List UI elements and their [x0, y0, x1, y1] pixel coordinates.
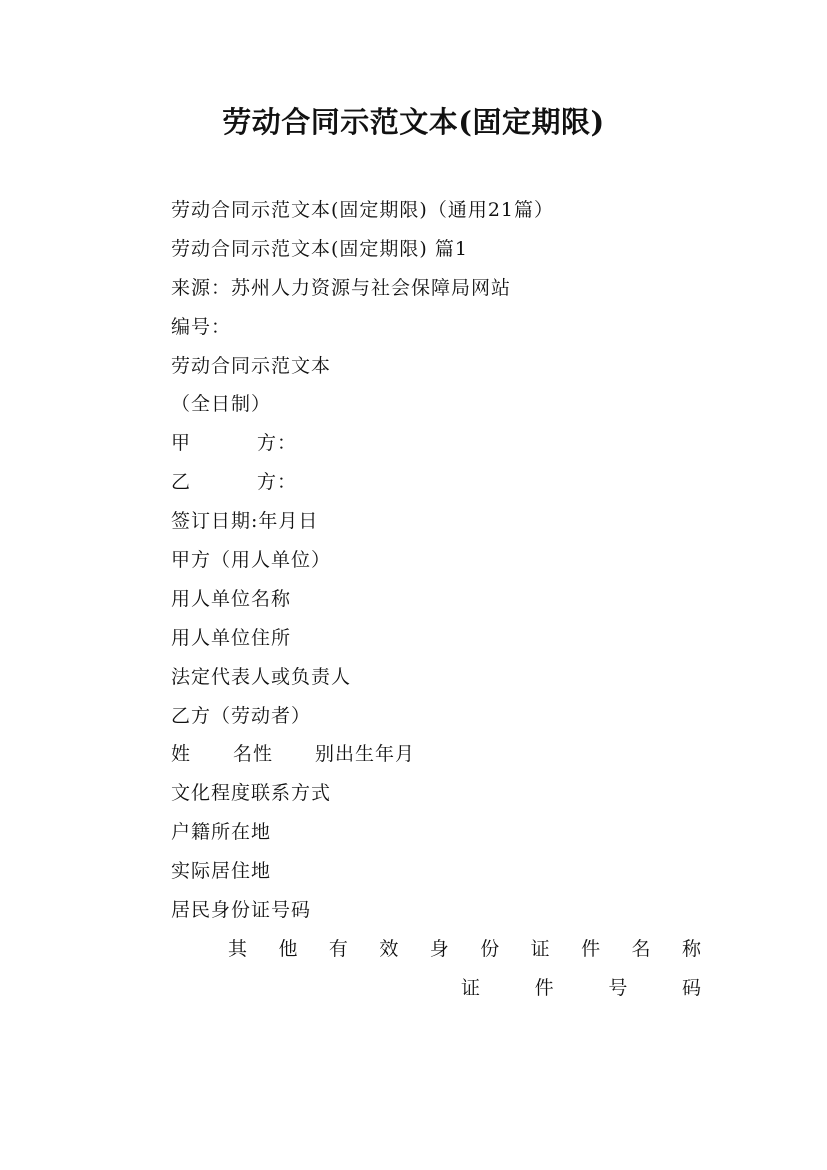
party-b-label: 方：	[257, 471, 298, 494]
other-id-char: 证	[530, 938, 550, 960]
id-number-char: 码	[681, 977, 701, 999]
line-employer-address: 用人单位住所	[171, 626, 292, 649]
gender-birth-label: 别出生年月	[315, 743, 416, 766]
other-id-char: 称	[681, 938, 701, 960]
line-education-contact: 文化程度联系方式	[171, 782, 332, 805]
party-a-char: 甲	[171, 432, 192, 455]
party-b-char: 乙	[171, 471, 192, 494]
name-gender-label: 名性	[233, 743, 274, 766]
line-employer-name: 用人单位名称	[171, 587, 292, 610]
line-other-id-number	[461, 969, 701, 1008]
id-number-char: 证	[461, 977, 481, 999]
other-id-char: 他	[278, 938, 298, 960]
party-a-label: 方：	[257, 432, 298, 455]
line-id-number: 居民身份证号码	[171, 899, 312, 922]
line-chapter-1: 劳动合同示范文本(固定期限) 篇1	[171, 237, 468, 260]
line-residence: 实际居住地	[171, 860, 272, 883]
line-sign-date: 签订日期:年月日	[171, 510, 319, 533]
line-household: 户籍所在地	[171, 821, 272, 844]
line-party-a	[171, 424, 711, 463]
other-id-char: 效	[379, 938, 399, 960]
line-source: 来源：苏州人力资源与社会保障局网站	[171, 276, 512, 299]
line-number: 编号：	[171, 315, 232, 338]
id-number-char: 件	[534, 977, 554, 999]
other-id-char: 件	[581, 938, 601, 960]
other-id-char: 份	[480, 938, 500, 960]
line-legal-rep: 法定代表人或负责人	[171, 665, 352, 688]
line-contract-name: 劳动合同示范文本	[171, 354, 332, 377]
other-id-char: 身	[429, 938, 449, 960]
line-other-id-name	[228, 930, 701, 969]
line-employee: 乙方（劳动者）	[171, 704, 312, 727]
other-id-char: 有	[328, 938, 348, 960]
document-body	[171, 191, 711, 930]
line-employer: 甲方（用人单位）	[171, 549, 332, 572]
other-id-char: 名	[631, 938, 651, 960]
line-full-time: （全日制）	[171, 393, 272, 416]
name-char: 姓	[171, 743, 192, 766]
line-name-gender-birth	[171, 735, 711, 774]
line-party-b	[171, 463, 711, 502]
other-id-char: 其	[228, 938, 248, 960]
line-heading-general: 劳动合同示范文本(固定期限)（通用21篇）	[171, 199, 555, 221]
document-title: 劳动合同示范文本(固定期限)	[222, 105, 605, 139]
id-number-char: 号	[608, 977, 628, 999]
